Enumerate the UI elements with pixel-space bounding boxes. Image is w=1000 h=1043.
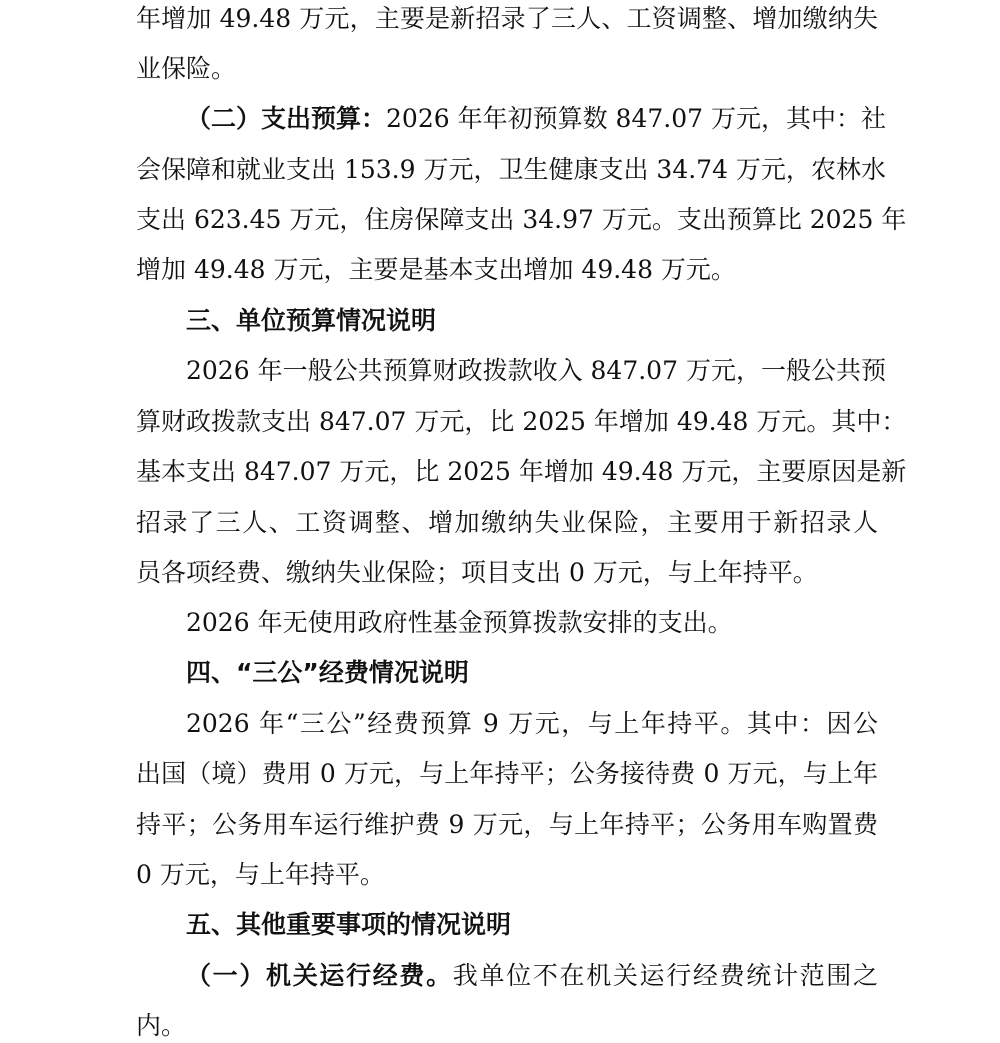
paragraph-line: 内。 xyxy=(136,1011,187,1040)
paragraph-text: 2026 年年初预算数 847.07 万元，其中：社 xyxy=(386,104,886,133)
paragraph-line: 员各项经费、缴纳失业保险；项目支出 0 万元，与上年持平。 xyxy=(136,558,818,587)
paragraph-line xyxy=(186,959,878,993)
sub-heading: （一）机关运行经费。 xyxy=(186,961,453,990)
section-heading: 五、其他重要事项的情况说明 xyxy=(186,910,512,939)
section-heading: 四、“三公”经费情况说明 xyxy=(186,658,469,687)
paragraph-line: 0 万元，与上年持平。 xyxy=(136,860,385,889)
paragraph-line: 业保险。 xyxy=(136,54,237,83)
paragraph-line: 2026 年“三公”经费预算 9 万元，与上年持平。其中：因公 xyxy=(186,709,878,738)
paragraph-line: 年增加 49.48 万元，主要是新招录了三人、工资调整、增加缴纳失 xyxy=(136,4,878,33)
paragraph-line: 2026 年无使用政府性基金预算拨款安排的支出。 xyxy=(186,608,733,637)
section-heading: 三、单位预算情况说明 xyxy=(186,306,437,335)
paragraph-line: 支出 623.45 万元，住房保障支出 34.97 万元。支出预算比 2025 年 xyxy=(136,205,907,234)
paragraph-line: 算财政拨款支出 847.07 万元，比 2025 年增加 49.48 万元。其中： xyxy=(136,407,907,436)
paragraph-text: 我单位不在机关运行经费统计范围之 xyxy=(452,961,878,990)
paragraph-line: 招录了三人、工资调整、增加缴纳失业保险，主要用于新招录人 xyxy=(136,508,878,537)
paragraph-line: 会保障和就业支出 153.9 万元，卫生健康支出 34.74 万元，农林水 xyxy=(136,155,886,184)
sub-heading: （二）支出预算： xyxy=(186,104,387,133)
paragraph-line: 出国（境）费用 0 万元，与上年持平；公务接待费 0 万元，与上年 xyxy=(136,759,878,788)
paragraph-line: 持平；公务用车运行维护费 9 万元，与上年持平；公务用车购置费 xyxy=(136,810,878,839)
paragraph-line: 增加 49.48 万元，主要是基本支出增加 49.48 万元。 xyxy=(136,255,736,284)
paragraph-line xyxy=(186,102,886,136)
paragraph-line: 基本支出 847.07 万元，比 2025 年增加 49.48 万元，主要原因是新 xyxy=(136,457,907,486)
paragraph-line: 2026 年一般公共预算财政拨款收入 847.07 万元，一般公共预 xyxy=(186,356,886,385)
